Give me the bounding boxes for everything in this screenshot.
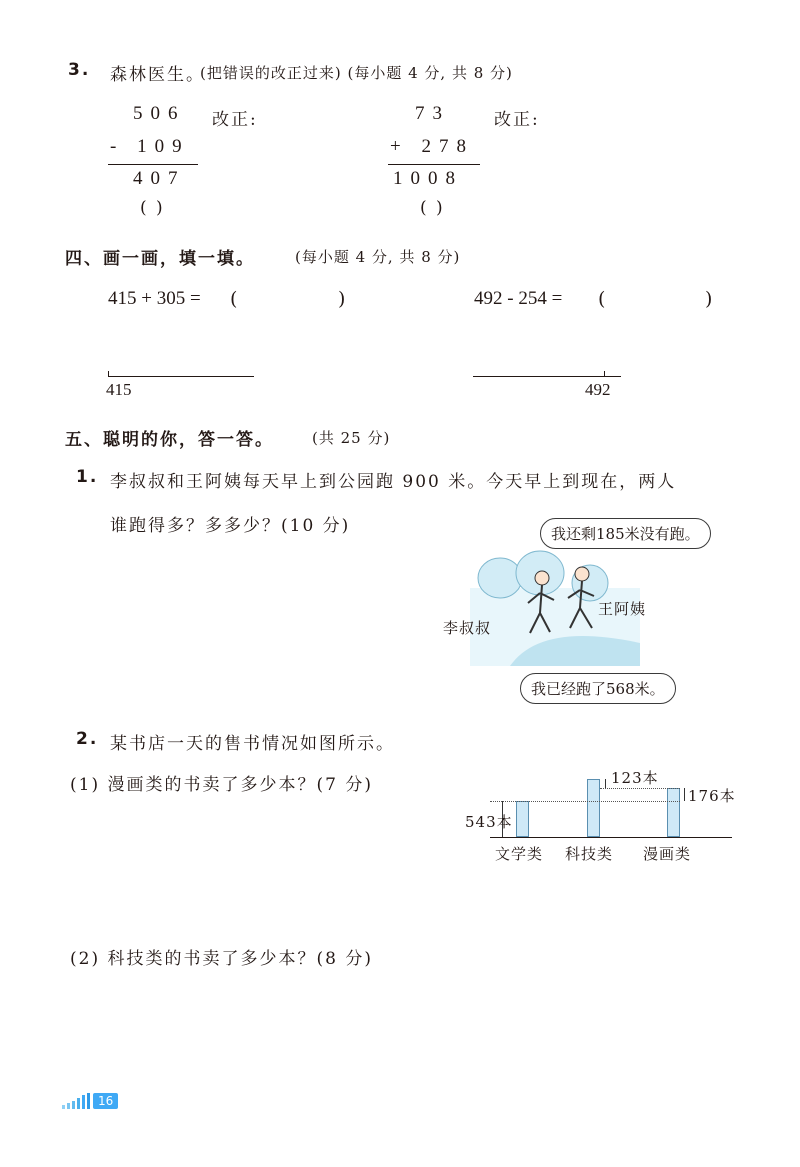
s5-q1-number: 1. (76, 467, 99, 487)
s4-left-paren-close: ) (338, 288, 346, 310)
bar-comics (667, 788, 680, 837)
q3-note: (把错误的改正过来) (每小题 4 分, 共 8 分) (200, 64, 513, 82)
category-comics: 漫画类 (643, 845, 692, 863)
s4-right-paren-open: ( (598, 288, 606, 310)
speech-bubble-top: 我还剩185米没有跑。 (540, 518, 711, 549)
q3-left-paren: ( ) (140, 198, 165, 218)
chart-baseline (490, 837, 732, 838)
s5-q1-line1: 李叔叔和王阿姨每天早上到公园跑 900 米。今天早上到现在，两人 (110, 472, 677, 492)
label-123: 123本 (611, 769, 659, 787)
bar-technology (587, 779, 600, 837)
name-li-shushu: 李叔叔 (443, 619, 492, 637)
q3-title: 森林医生。 (110, 65, 205, 85)
s4-right-expr: 492 - 254 = (474, 288, 563, 309)
s4-left-paren-open: ( (230, 288, 238, 310)
q3-number: 3. (68, 60, 91, 80)
label-543: 543本 (465, 813, 513, 831)
s4-right-line-label: 492 (585, 380, 611, 399)
s5-note: (共 25 分) (312, 429, 391, 447)
footer-bars-icon (62, 1093, 92, 1109)
page-number: 16 (93, 1093, 118, 1109)
s4-left-tick (108, 371, 109, 377)
s5-q1-line2: 谁跑得多？多多少？(10 分) (110, 516, 351, 536)
s5-q2-sub1: (1) 漫画类的书卖了多少本？(7 分) (70, 775, 373, 795)
q3-left-rule (108, 164, 198, 165)
chart-bracket-123 (605, 779, 606, 788)
chart-bracket-176 (684, 788, 685, 801)
q3-left-fix-label: 改正: (212, 110, 258, 130)
s4-left-expr: 415 + 305 = (108, 288, 201, 309)
s5-title: 五、聪明的你，答一答。 (65, 430, 274, 450)
category-technology: 科技类 (565, 845, 614, 863)
category-literature: 文学类 (495, 845, 544, 863)
chart-dotted-543 (490, 801, 680, 802)
s4-left-line-label: 415 (106, 380, 132, 399)
q3-left-top: 506 (133, 103, 186, 124)
q3-right-paren: ( ) (420, 198, 445, 218)
q3-left-result: 407 (133, 168, 186, 189)
q3-right-rule (388, 164, 480, 165)
q3-right-result: 1008 (393, 168, 463, 189)
q3-left-op: - 109 (110, 136, 190, 157)
q3-right-top: 73 (415, 103, 450, 124)
s5-q2-sub2: (2) 科技类的书卖了多少本？(8 分) (70, 949, 373, 969)
s4-right-paren-close: ) (705, 288, 713, 310)
s5-q2-number: 2. (76, 729, 99, 749)
s4-note: (每小题 4 分, 共 8 分) (295, 248, 461, 266)
name-wang-ayi: 王阿姨 (598, 600, 647, 618)
s4-left-numberline (108, 376, 254, 377)
s4-title: 四、画一画，填一填。 (65, 249, 255, 269)
q3-right-fix-label: 改正: (494, 110, 540, 130)
s4-right-tick (604, 371, 605, 377)
q3-right-op: + 278 (390, 136, 474, 157)
chart-dotted-comics (600, 788, 680, 789)
speech-bubble-bottom: 我已经跑了568米。 (520, 673, 676, 704)
s5-q2-text: 某书店一天的售书情况如图所示。 (110, 734, 395, 754)
label-176: 176本 (688, 787, 736, 805)
bar-literature (516, 801, 529, 837)
s4-right-numberline (473, 376, 621, 377)
